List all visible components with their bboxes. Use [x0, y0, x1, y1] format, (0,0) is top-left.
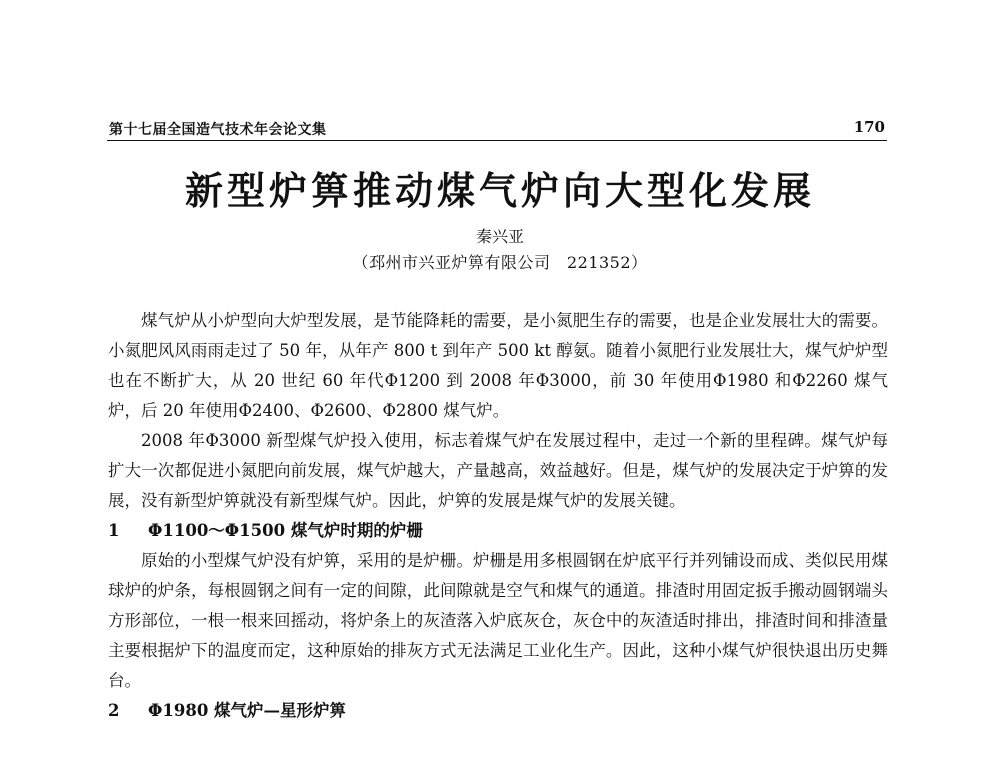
section-number: 2	[108, 701, 120, 720]
section-number: 1	[108, 521, 120, 540]
author-name: 秦兴亚	[475, 227, 524, 246]
paragraph-grate-bars: 原始的小型煤气炉没有炉箅，采用的是炉栅。炉栅是用多根圆钢在炉底平行并列铺设而成、类似民用煤球炉的炉条，每根圆钢之间有一定的间隙，此间隙就是空气和煤气的通道。排渣时用固定扳手搬动圆钢端头方形部位，一根一根来回摇动，将炉条上的灰渣落入炉底灰仓，灰仓中的灰渣适时排出，排渣时间和排渣量主要根据炉下的温度而定，这种原始的排灰方式无法满足工业化生产。因此，这种小煤气炉很快退出历史舞台。	[108, 551, 888, 690]
section-heading-1	[108, 516, 888, 546]
paragraph-milestone: 2008 年Φ3000 新型煤气炉投入使用，标志着煤气炉在发展过程中，走过一个新的里程碑。煤气炉每扩大一次都促进小氮肥向前发展，煤气炉越大，产量越高，效益越好。但是，煤气炉的发展决定于炉箅的发展，没有新型炉箅就没有新型煤气炉。因此，炉箅的发展是煤气炉的发展关键。	[108, 431, 888, 510]
journal-name: 第十七届全国造气技术年会论文集	[109, 122, 327, 138]
section-heading-2	[108, 696, 888, 726]
article-body	[108, 306, 888, 726]
section-title: Φ1100～Φ1500 煤气炉时期的炉栅	[148, 521, 423, 540]
page-number: 170	[853, 118, 885, 136]
running-header	[107, 118, 887, 141]
section-title: Φ1980 煤气炉—星形炉箅	[148, 701, 347, 720]
author-affiliation: （邳州市兴亚炉箅有限公司 221352）	[352, 253, 648, 272]
article-title: 新型炉箅推动煤气炉向大型化发展	[184, 168, 815, 213]
paragraph-intro: 煤气炉从小炉型向大炉型发展，是节能降耗的需要，是小氮肥生存的需要，也是企业发展壮大的需要。小氮肥风风雨雨走过了 50 年，从年产 800 t 到年产 500 kt 醇氨。随着小氮肥行业发展壮大，煤气炉炉型也在不断扩大，从 20 世纪 60 年代Φ1200 到 2008 年Φ3000，前 30 年使用Φ1980 和Φ2260 煤气炉，后 20 年使用Φ2400、Φ2600、Φ2800 煤气炉。	[108, 311, 888, 420]
